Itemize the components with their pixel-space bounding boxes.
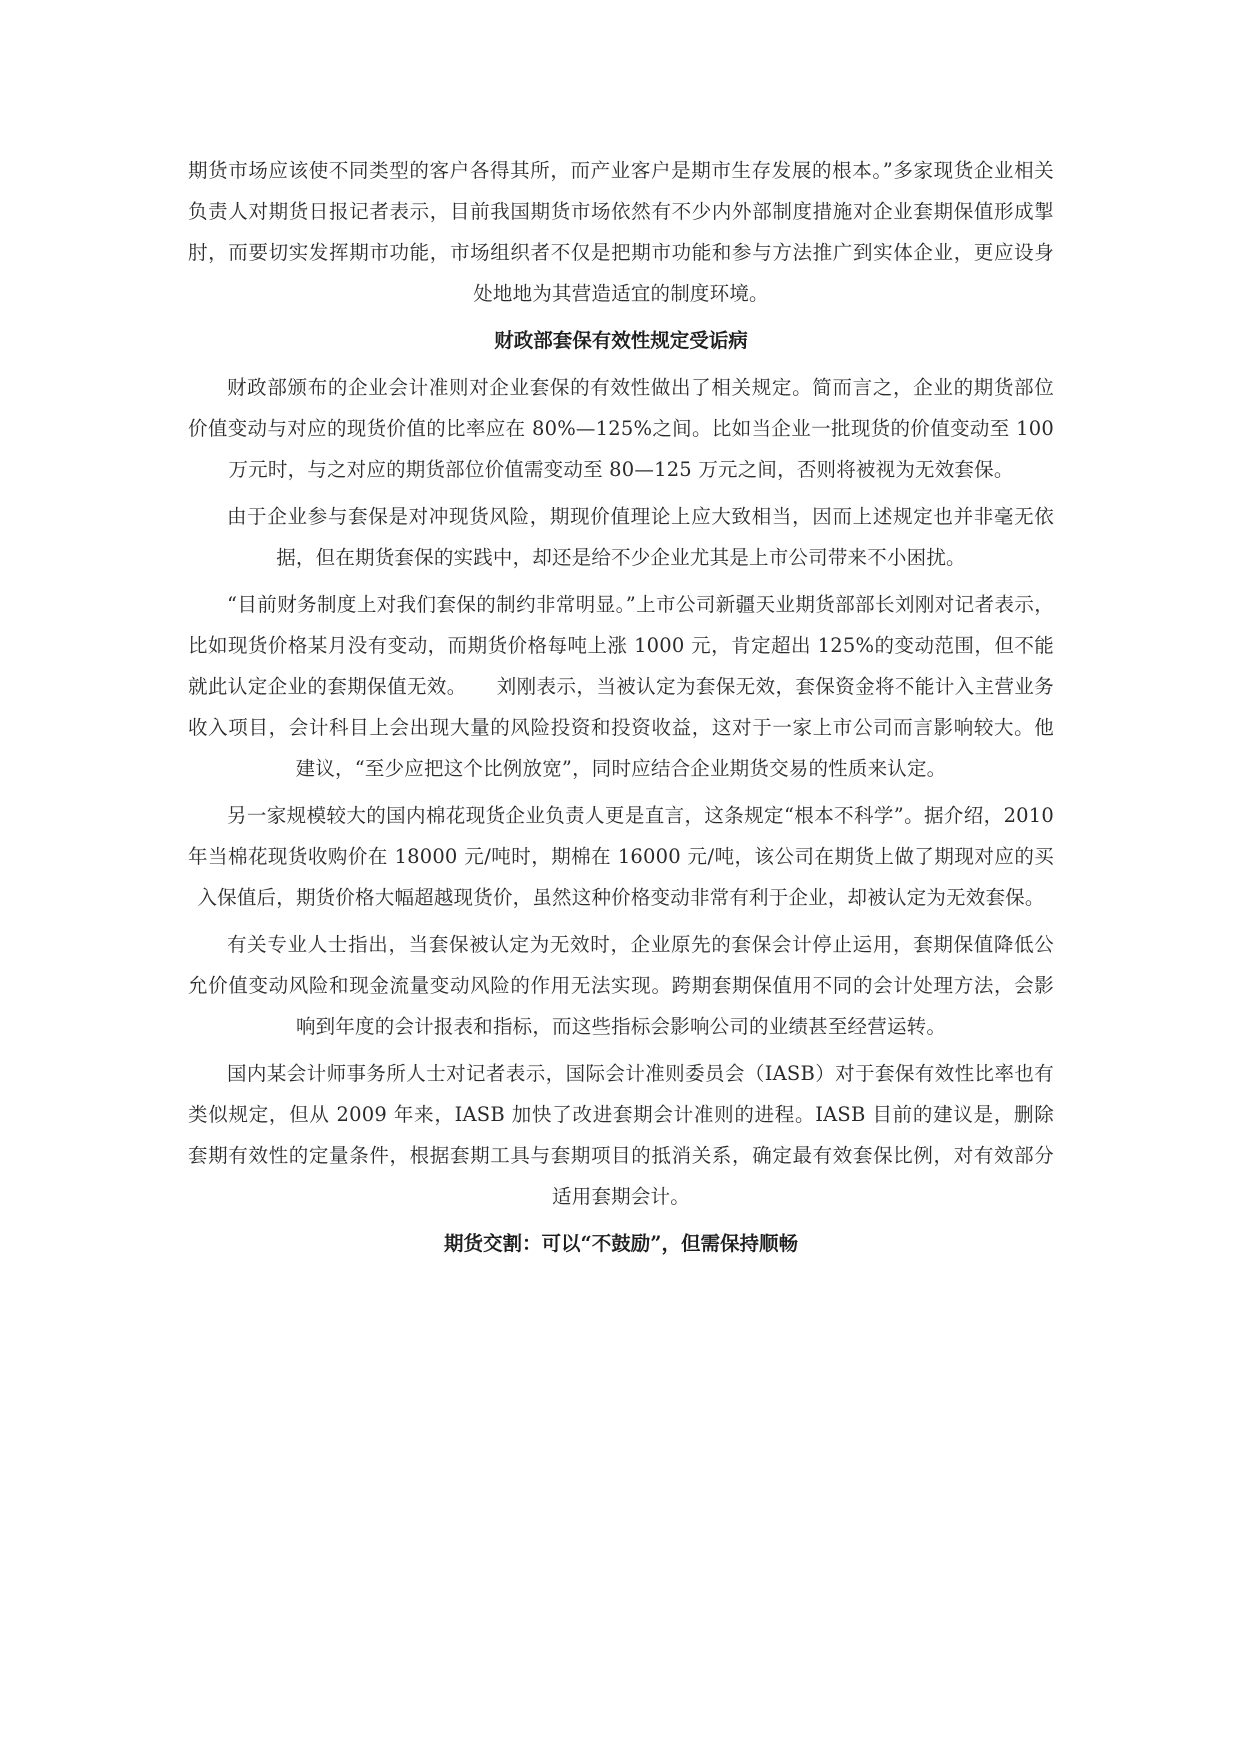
- paragraph-intro: 期货市场应该使不同类型的客户各得其所，而产业客户是期市生存发展的根本。”多家现货企业相关负责人对期货日报记者表示，目前我国期货市场依然有不少内外部制度措施对企业套期保值形成掣肘，而要切实发挥期市功能，市场组织者不仅是把期市功能和参与方法推广到实体企业，更应设身处地地为其营造适宜的制度环境。: [188, 159, 1054, 305]
- document-body: [188, 150, 1054, 1264]
- paragraph-cotton-enterprise: 另一家规模较大的国内棉花现货企业负责人更是直言，这条规定“根本不科学”。据介绍，2010 年当棉花现货收购价在 18000 元/吨时，期棉在 16000 元/吨，该公司在期货上做了期现对应的买入保值后，期货价格大幅超越现货价，虽然这种价格变动非常有利于企业，却被认定为无效套保。: [188, 804, 1054, 909]
- section-heading-futures-delivery: 期货交割：可以“不鼓励”，但需保持顺畅: [444, 1232, 798, 1255]
- paragraph-ministry-rule: 财政部颁布的企业会计准则对企业套保的有效性做出了相关规定。简而言之，企业的期货部位价值变动与对应的现货价值的比率应在 80%—125%之间。比如当企业一批现货的价值变动至 100 万元时，与之对应的期货部位价值需变动至 80—125 万元之间，否则将被视为无效套保。: [188, 376, 1054, 481]
- paragraph-expert-view: 有关专业人士指出，当套保被认定为无效时，企业原先的套保会计停止运用，套期保值降低公允价值变动风险和现金流量变动风险的作用无法实现。跨期套期保值用不同的会计处理方法，会影响到年度的会计报表和指标，而这些指标会影响公司的业绩甚至经营运转。: [188, 933, 1054, 1038]
- section-heading-hedge-effectiveness: 财政部套保有效性规定受诟病: [494, 329, 748, 352]
- paragraph-xinjiang-tianye: “目前财务制度上对我们套保的制约非常明显。”上市公司新疆天业期货部部长刘刚对记者表示，比如现货价格某月没有变动，而期货价格每吨上涨 1000 元，肯定超出 125%的变动范围，但不能就此认定企业的套期保值无效。 刘刚表示，当被认定为套保无效，套保资金将不能计入主营业务收入项目，会计科目上会出现大量的风险投资和投资收益，这对于一家上市公司而言影响较大。他建议，“至少应把这个比例放宽”，同时应结合企业期货交易的性质来认定。: [188, 593, 1054, 780]
- paragraph-hedge-rationale: 由于企业参与套保是对冲现货风险，期现价值理论上应大致相当，因而上述规定也并非毫无依据，但在期货套保的实践中，却还是给不少企业尤其是上市公司带来不小困扰。: [227, 505, 1054, 569]
- paragraph-iasb: 国内某会计师事务所人士对记者表示，国际会计准则委员会（IASB）对于套保有效性比率也有类似规定，但从 2009 年来，IASB 加快了改进套期会计准则的进程。IASB 目前的建议是，删除套期有效性的定量条件，根据套期工具与套期项目的抵消关系，确定最有效套保比例，对有效部分适用套期会计。: [188, 1062, 1054, 1208]
